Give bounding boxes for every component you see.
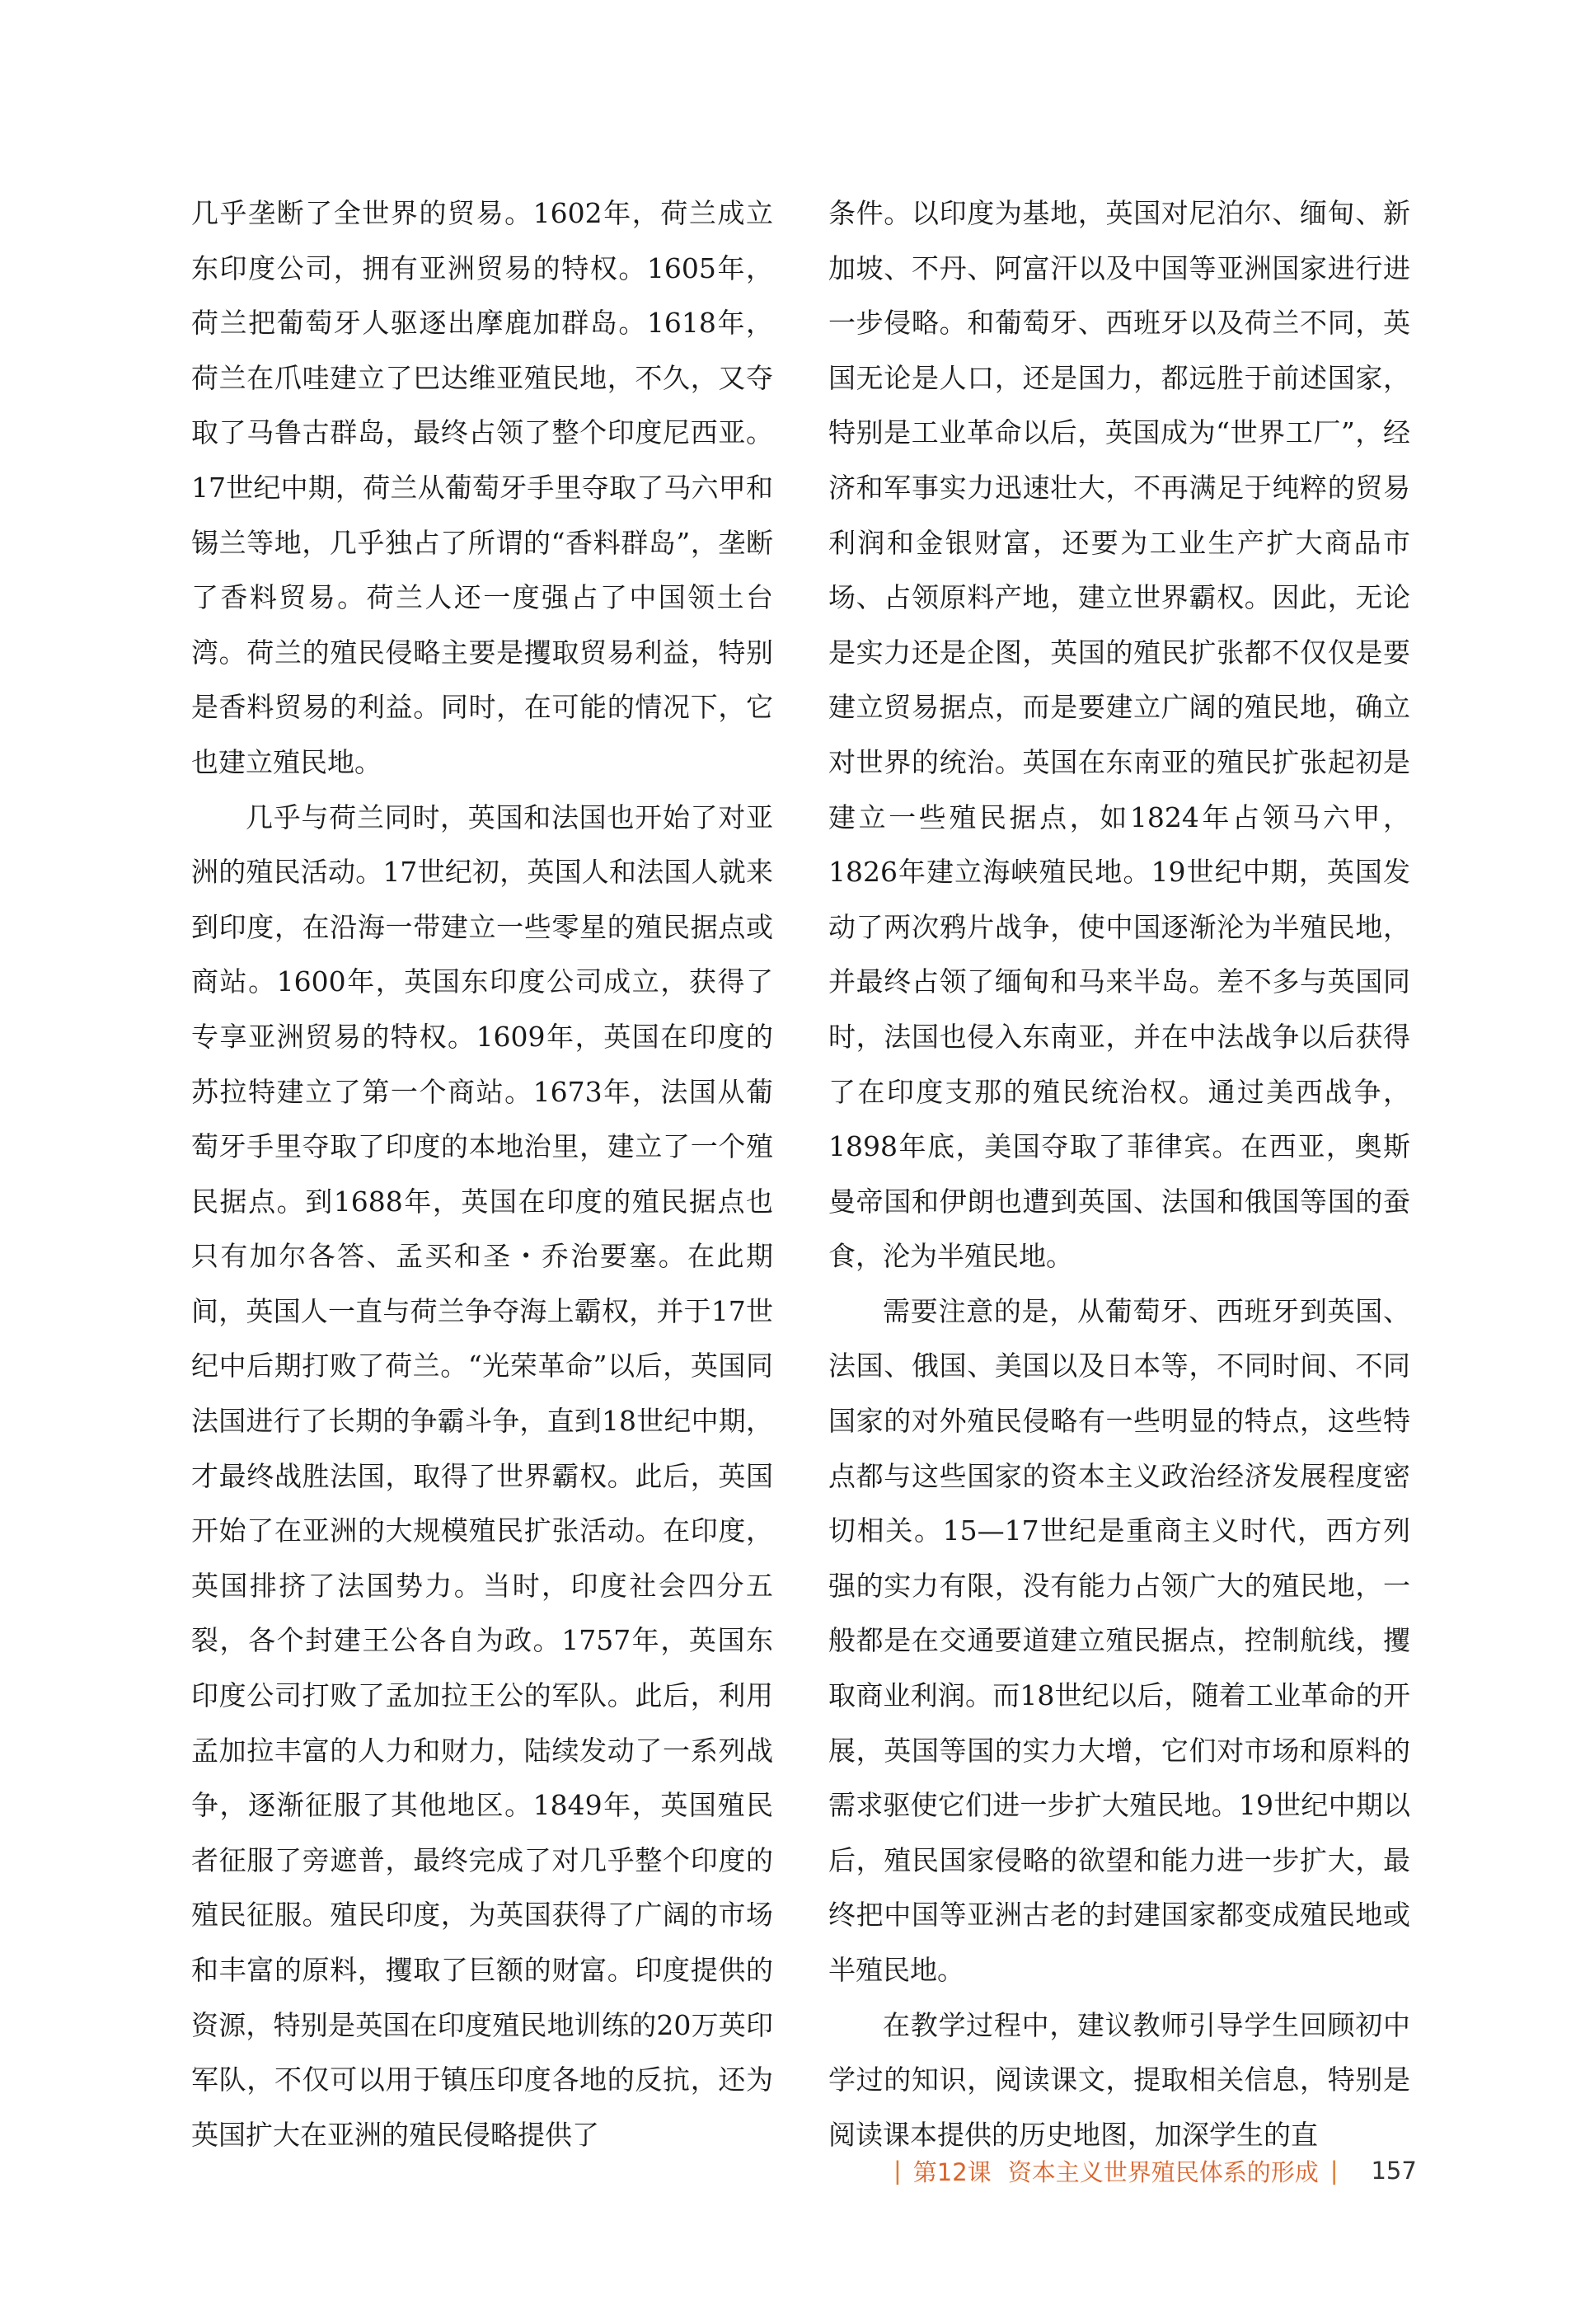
footer-divider-right: | bbox=[1329, 2157, 1339, 2185]
right-column bbox=[828, 186, 1410, 2162]
footer-divider-left: | bbox=[893, 2157, 902, 2185]
left-column bbox=[191, 186, 773, 2162]
paragraph-right-2: 需要注意的是，从葡萄牙、西班牙到英国、法国、俄国、美国以及日本等，不同时间、不同国家的对外殖民侵略有一些明显的特点，这些特点都与这些国家的资本主义政治经济发展程度密切相关。15—17世纪是重商主义时代，西方列强的实力有限，没有能力占领广大的殖民地，一般都是在交通要道建立殖民据点，控制航线，攫取商业利润。而18世纪以后，随着工业革命的开展，英国等国的实力大增，它们对市场和原料的需求驱使它们进一步扩大殖民地。19世纪中期以后，殖民国家侵略的欲望和能力进一步扩大，最终把中国等亚洲古老的封建国家都变成殖民地或半殖民地。 bbox=[828, 1294, 1410, 1986]
paragraph-left-1: 几乎垄断了全世界的贸易。1602年，荷兰成立东印度公司，拥有亚洲贸易的特权。1605年，荷兰把葡萄牙人驱逐出摩鹿加群岛。1618年，荷兰在爪哇建立了巴达维亚殖民地，不久，又夺取了马鲁古群岛，最终占领了整个印度尼西亚。17世纪中期，荷兰从葡萄牙手里夺取了马六甲和锡兰等地，几乎独占了所谓的“香料群岛”，垄断了香料贸易。荷兰人还一度强占了中国领土台湾。荷兰的殖民侵略主要是攫取贸易利益，特别是香料贸易的利益。同时，在可能的情况下，它也建立殖民地。 bbox=[191, 197, 773, 778]
page-number: 157 bbox=[1371, 2157, 1417, 2185]
paragraph-left-2: 几乎与荷兰同时，英国和法国也开始了对亚洲的殖民活动。17世纪初，英国人和法国人就来到印度，在沿海一带建立一些零星的殖民据点或商站。1600年，英国东印度公司成立，获得了专享亚洲贸易的特权。1609年，英国在印度的苏拉特建立了第一个商站。1673年，法国从葡萄牙手里夺取了印度的本地治里，建立了一个殖民据点。到1688年，英国在印度的殖民据点也只有加尔各答、孟买和圣・乔治要塞。在此期间，英国人一直与荷兰争夺海上霸权，并于17世纪中后期打败了荷兰。“光荣革命”以后，英国同法国进行了长期的争霸斗争，直到18世纪中期，才最终战胜法国，取得了世界霸权。此后，英国开始了在亚洲的大规模殖民扩张活动。在印度，英国排挤了法国势力。当时，印度社会四分五裂，各个封建王公各自为政。1757年，英国东印度公司打败了孟加拉王公的军队。此后，利用孟加拉丰富的人力和财力，陆续发动了一系列战争，逐渐征服了其他地区。1849年，英国殖民者征服了旁遮普，最终完成了对几乎整个印度的殖民征服。殖民印度，为英国获得了广阔的市场和丰富的原料，攫取了巨额的财富。印度提供的资源，特别是英国在印度殖民地训练的20万英印军队，不仅可以用于镇压印度各地的反抗，还为英国扩大在亚洲的殖民侵略提供了 bbox=[191, 800, 773, 2151]
lesson-number: 第12课 bbox=[912, 2157, 992, 2186]
lesson-title: 资本主义世界殖民体系的形成 bbox=[1007, 2157, 1319, 2186]
page-footer bbox=[882, 2150, 1417, 2191]
paragraph-right-1: 条件。以印度为基地，英国对尼泊尔、缅甸、新加坡、不丹、阿富汗以及中国等亚洲国家进行进一步侵略。和葡萄牙、西班牙以及荷兰不同，英国无论是人口，还是国力，都远胜于前述国家，特别是工业革命以后，英国成为“世界工厂”，经济和军事实力迅速壮大，不再满足于纯粹的贸易利润和金银财富，还要为工业生产扩大商品市场、占领原料产地，建立世界霸权。因此，无论是实力还是企图，英国的殖民扩张都不仅仅是要建立贸易据点，而是要建立广阔的殖民地，确立对世界的统治。英国在东南亚的殖民扩张起初是建立一些殖民据点，如1824年占领马六甲，1826年建立海峡殖民地。19世纪中期，英国发动了两次鸦片战争，使中国逐渐沦为半殖民地，并最终占领了缅甸和马来半岛。差不多与英国同时，法国也侵入东南亚，并在中法战争以后获得了在印度支那的殖民统治权。通过美西战争，1898年底，美国夺取了菲律宾。在西亚，奥斯曼帝国和伊朗也遭到英国、法国和俄国等国的蚕食，沦为半殖民地。 bbox=[828, 197, 1410, 1273]
paragraph-right-3: 在教学过程中，建议教师引导学生回顾初中学过的知识，阅读课文，提取相关信息，特别是阅读课本提供的历史地图，加深学生的直 bbox=[828, 2008, 1410, 2151]
